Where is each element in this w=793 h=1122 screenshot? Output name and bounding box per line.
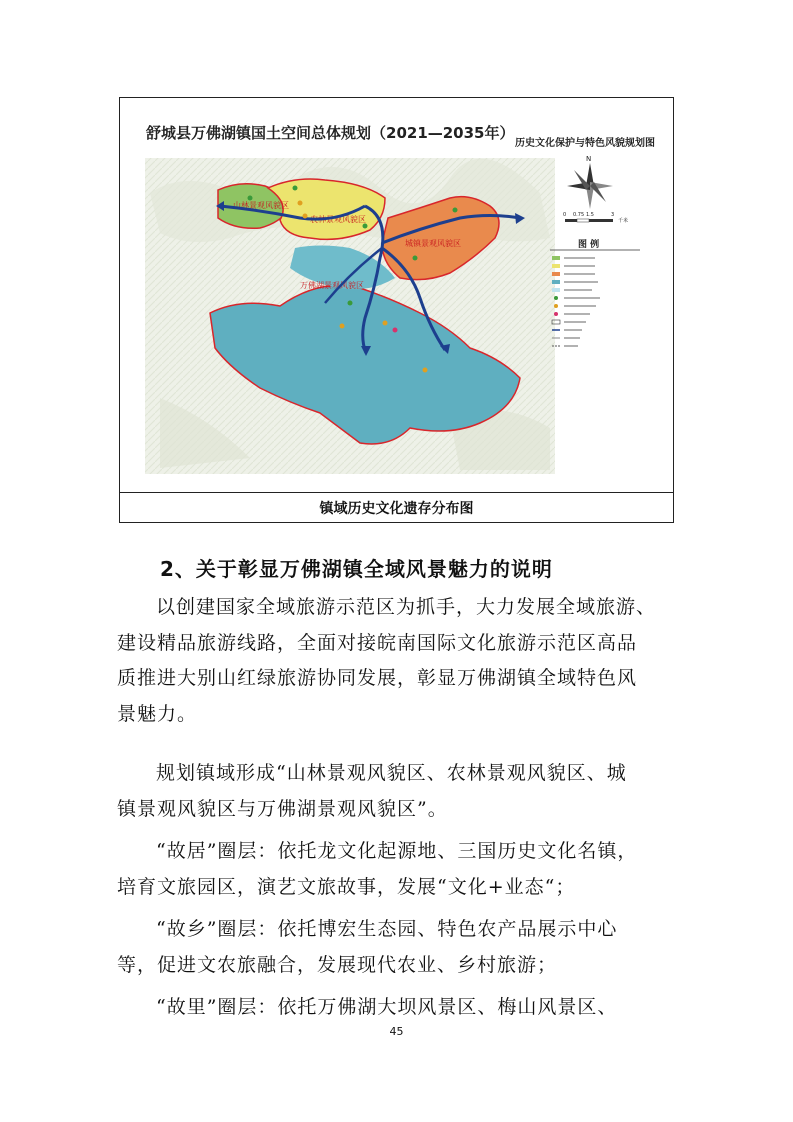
paragraph: [117, 756, 677, 827]
scale-label: 0.75: [573, 212, 585, 218]
scale-bar: [563, 212, 628, 224]
figure-frame: [119, 97, 674, 523]
zone-label-town: 城镇景观风貌区: [405, 239, 461, 248]
zone-label-lake: 万佛湖景观风貌区: [300, 281, 364, 290]
scale-label: 千米: [618, 218, 629, 224]
section-heading: 2、关于彰显万佛湖镇全域风景魅力的说明: [160, 557, 553, 581]
legend: [552, 256, 600, 346]
text-line: 以创建国家全域旅游示范区为抓手，大力发展全域旅游、: [156, 596, 657, 618]
page-number: 45: [389, 1025, 404, 1038]
text-line: “故里”圈层：依托万佛湖大坝风景区、梅山风景区、: [156, 996, 618, 1018]
figure-caption: 镇域历史文化遗存分布图: [120, 492, 673, 522]
text-line: 等，促进文农旅融合，发展现代农业、乡村旅游；: [117, 953, 558, 976]
text-line: 培育文旅园区，演艺文旅故事，发展“文化+业态“；: [117, 875, 576, 898]
paragraph: [117, 834, 677, 905]
compass-icon: [567, 155, 613, 209]
compass-north-label: N: [586, 155, 592, 163]
scale-label: 0: [563, 212, 567, 218]
text-line: 建设精品旅游线路，全面对接皖南国际文化旅游示范区高品: [117, 631, 638, 654]
text-line: 镇景观风貌区与万佛湖景观风貌区”。: [117, 797, 448, 820]
map-title: 舒城县万佛湖镇国土空间总体规划（2021—2035年）: [146, 124, 515, 142]
text-line: 规划镇域形成“山林景观风貌区、农林景观风貌区、城: [156, 762, 627, 784]
paragraph: [117, 590, 677, 732]
scale-label: 3: [611, 212, 615, 218]
text-line: 质推进大别山红绿旅游协同发展，彰显万佛湖镇全域特色风: [117, 667, 638, 689]
text-line: “故居”圈层：依托龙文化起源地、三国历史文化名镇，: [156, 840, 638, 862]
paragraph: [117, 990, 677, 1026]
text-line: 景魅力。: [117, 702, 198, 725]
planning-map: [120, 98, 673, 492]
legend-title: 图 例: [578, 240, 600, 250]
paragraph: [117, 912, 677, 983]
scale-label: 1.5: [586, 212, 594, 218]
zone-label-mountain: 山林景观风貌区: [233, 201, 289, 210]
map-subtitle: 历史文化保护与特色风貌规划图: [515, 138, 655, 149]
text-line: “故乡”圈层：依托博宏生态园、特色农产品展示中心: [156, 918, 618, 940]
zone-label-farm: 农林景观风貌区: [310, 215, 366, 224]
